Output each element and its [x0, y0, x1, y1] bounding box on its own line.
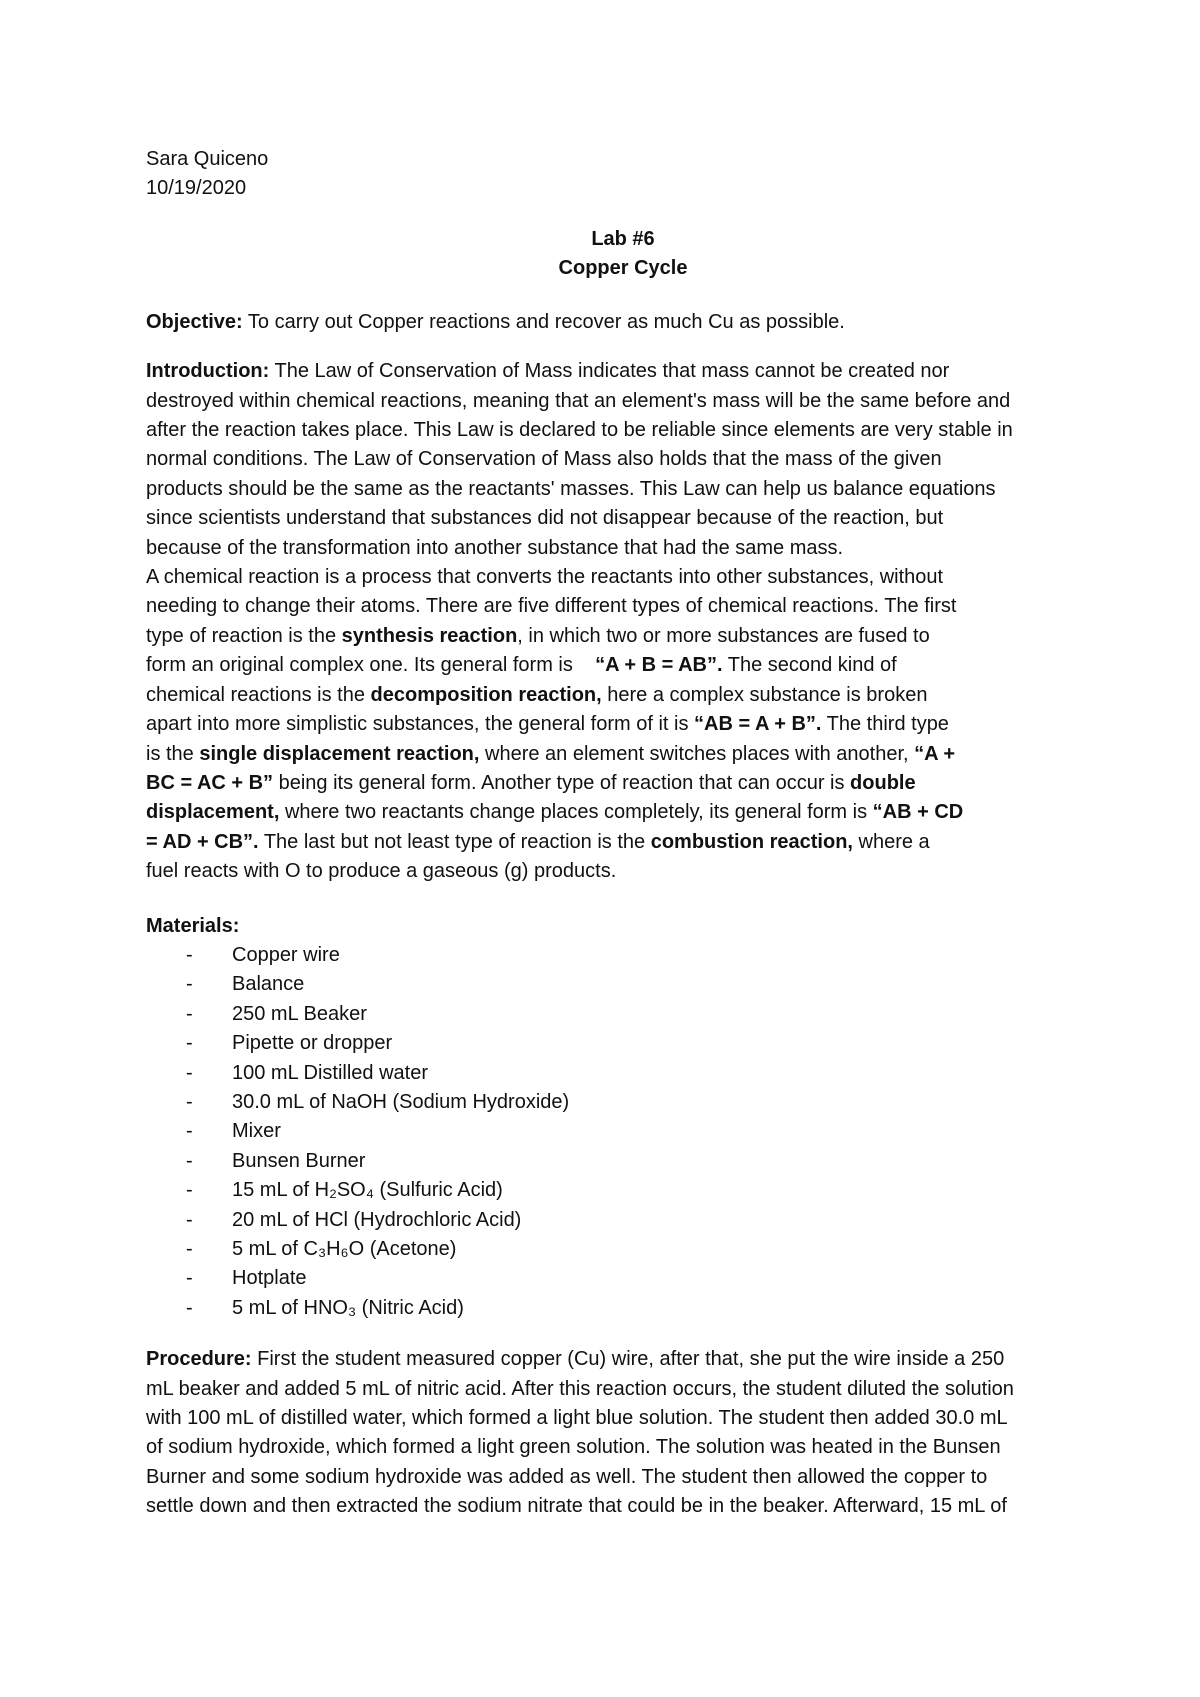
intro-line: is the single displacement reaction, where an element switches places with another, “A + [146, 742, 956, 765]
list-item: - 250 mL Beaker [186, 1002, 367, 1025]
procedure-line: Procedure: First the student measured copper (Cu) wire, after that, she put the wire inside a 250 [146, 1348, 1005, 1371]
list-item: - 5 mL of C₃H₆O (Acetone) [186, 1238, 457, 1260]
introduction-section [146, 357, 1100, 886]
list-item: - Bunsen Burner [186, 1149, 366, 1172]
intro-line: normal conditions. The Law of Conservation of Mass also holds that the mass of the given [146, 448, 942, 471]
procedure-line: Burner and some sodium hydroxide was added as well. The student then allowed the copper to [146, 1465, 988, 1488]
list-item: - 5 mL of HNO₃ (Nitric Acid) [186, 1296, 464, 1319]
list-item: - 30.0 mL of NaOH (Sodium Hydroxide) [186, 1090, 570, 1113]
procedure-section [146, 1345, 1100, 1521]
intro-line: because of the transformation into another substance that had the same mass. [146, 536, 844, 559]
objective-label: Objective: [146, 310, 243, 333]
document-date: 10/19/2020 [146, 177, 247, 200]
procedure-line: of sodium hydroxide, which formed a light green solution. The solution was heated in the Bunsen [146, 1436, 1001, 1459]
list-item: - Pipette or dropper [186, 1032, 393, 1055]
intro-line: form an original complex one. Its general form is “A + B = AB”. The second kind of [146, 654, 897, 677]
list-item: - 100 mL Distilled water [186, 1061, 429, 1084]
objective-section [146, 308, 1100, 337]
procedure-line: mL beaker and added 5 mL of nitric acid. After this reaction occurs, the student diluted the solution [146, 1377, 1014, 1400]
decomposition-term: decomposition reaction, [370, 683, 602, 706]
synthesis-term: synthesis reaction [341, 624, 518, 647]
combustion-term: combustion reaction, [650, 830, 853, 853]
intro-line: fuel reacts with O to produce a gaseous (g) products. [146, 860, 617, 883]
intro-line: apart into more simplistic substances, the general form of it is “AB = A + B”. The third type [146, 713, 949, 736]
decomposition-formula: “AB = A + B”. [694, 713, 822, 736]
intro-line: products should be the same as the reactants' masses. This Law can help us balance equations [146, 477, 996, 500]
intro-line: needing to change their atoms. There are five different types of chemical reactions. The first [146, 595, 957, 618]
intro-line: type of reaction is the synthesis reaction, in which two or more substances are fused to [146, 624, 930, 647]
intro-line: Introduction: The Law of Conservation of Mass indicates that mass cannot be created nor [146, 360, 950, 383]
list-item: - Copper wire [186, 943, 340, 966]
intro-line: BC = AC + B” being its general form. Another type of reaction that can occur is double [146, 771, 916, 794]
objective-text: To carry out Copper reactions and recover as much Cu as possible. [242, 310, 845, 333]
procedure-line: settle down and then extracted the sodium nitrate that could be in the beaker. Afterward, 15 mL of [146, 1495, 1007, 1518]
intro-line: displacement, where two reactants change places completely, its general form is “AB + CD [146, 801, 964, 824]
procedure-line: with 100 mL of distilled water, which formed a light blue solution. The student then added 30.0 mL [146, 1407, 1008, 1430]
single-displacement-term: single displacement reaction, [199, 742, 480, 765]
intro-line: A chemical reaction is a process that converts the reactants into other substances, without [146, 566, 944, 589]
introduction-label: Introduction: [146, 360, 270, 383]
header-block [146, 145, 1100, 204]
materials-list [146, 941, 1100, 1323]
materials-section [146, 912, 1100, 1324]
intro-line: after the reaction takes place. This Law is declared to be reliable since elements are very stable in [146, 419, 1013, 442]
double-displacement-formula: = AD + CB”. [146, 830, 259, 853]
intro-line: since scientists understand that substances did not disappear because of the reaction, but [146, 507, 944, 530]
objective-paragraph [146, 308, 1100, 337]
lab-number: Lab #6 [591, 227, 655, 250]
intro-line: chemical reactions is the decomposition reaction, here a complex substance is broken [146, 683, 928, 706]
intro-line: = AD + CB”. The last but not least type of reaction is the combustion reaction, where a [146, 830, 930, 853]
author-name: Sara Quiceno [146, 148, 269, 170]
synthesis-formula: “A + B = AB”. [595, 654, 723, 677]
intro-line: destroyed within chemical reactions, meaning that an element's mass will be the same before and [146, 389, 1011, 412]
title-block [146, 225, 1100, 283]
list-item: - 15 mL of H₂SO₄ (Sulfuric Acid) [186, 1179, 503, 1202]
single-displacement-formula: BC = AC + B” [146, 771, 274, 794]
procedure-label: Procedure: [146, 1348, 252, 1371]
materials-heading: Materials: [146, 914, 240, 937]
lab-title: Copper Cycle [558, 256, 688, 279]
list-item: - Balance [186, 973, 305, 996]
list-item: - Mixer [186, 1120, 281, 1143]
list-item: - 20 mL of HCl (Hydrochloric Acid) [186, 1208, 522, 1231]
double-displacement-term: displacement, [146, 801, 280, 824]
list-item: - Hotplate [186, 1267, 307, 1290]
